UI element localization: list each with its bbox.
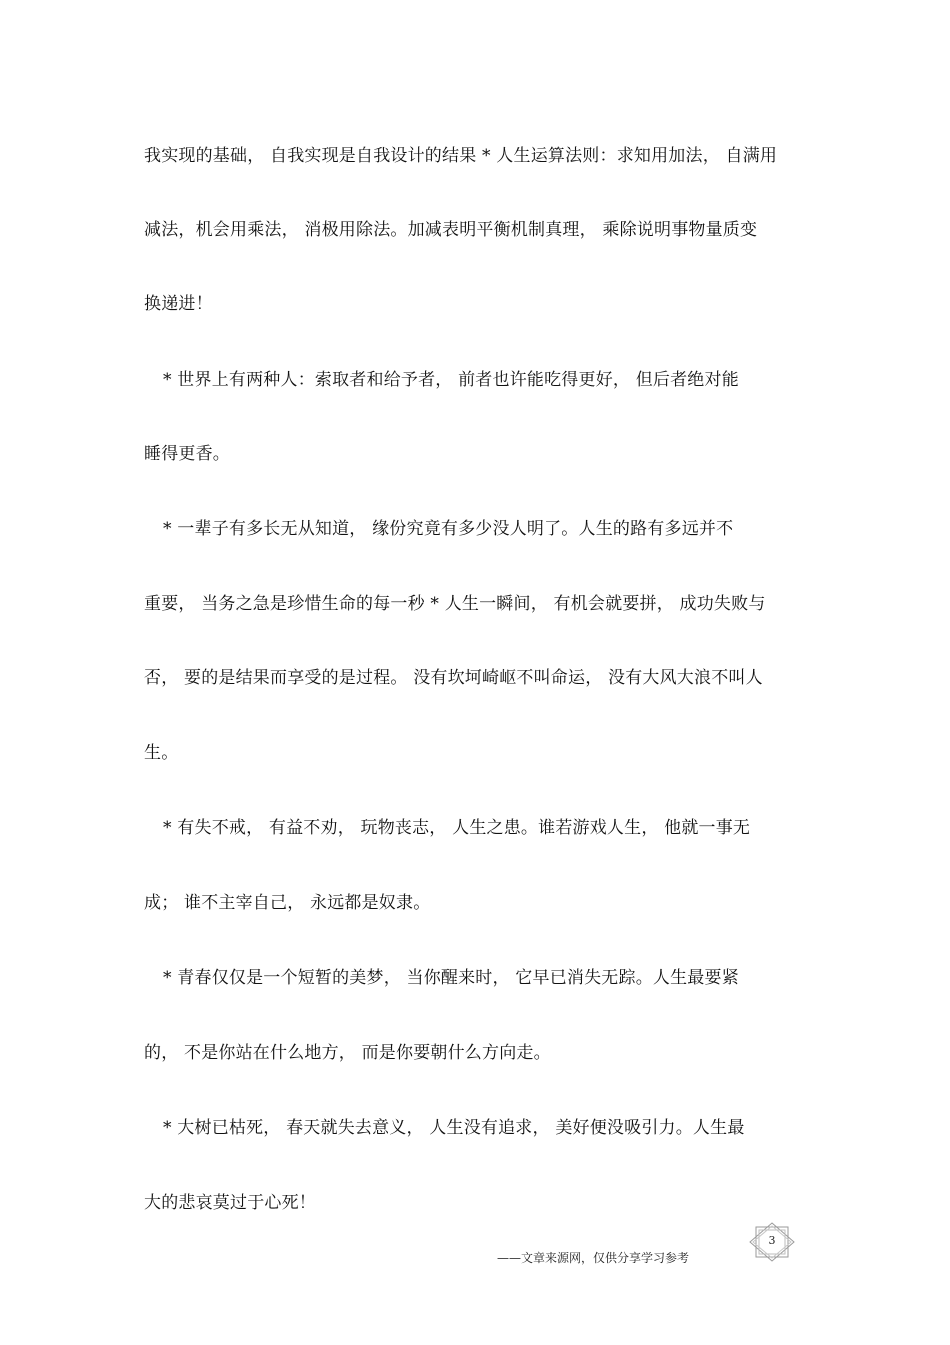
text-line-14: * 大树已枯死， 春天就失去意义， 人生没有追求， 美好便没吸引力。人生最: [163, 1118, 745, 1138]
text-line-11: 成； 谁不主宰自己， 永远都是奴隶。: [144, 893, 431, 913]
text-line-2: 减法，机会用乘法， 消极用除法。加减表明平衡机制真理， 乘除说明事物量质变: [144, 220, 758, 240]
text-line-7: 重要， 当务之急是珍惜生命的每一秒 * 人生一瞬间， 有机会就要拼， 成功失败与: [144, 594, 766, 614]
text-line-5: 睡得更香。: [144, 444, 230, 464]
text-line-9: 生。: [144, 743, 179, 763]
text-line-1: 我实现的基础， 自我实现是自我设计的结果 * 人生运算法则：求知用加法， 自满用: [144, 146, 778, 166]
text-line-4: * 世界上有两种人：索取者和给予者， 前者也许能吃得更好， 但后者绝对能: [163, 370, 739, 390]
page-number: 3: [768, 1234, 776, 1247]
text-line-6: * 一辈子有多长无从知道， 缘份究竟有多少没人明了。人生的路有多远并不: [163, 519, 734, 539]
page-number-badge: [748, 1222, 796, 1262]
text-line-3: 换递进！: [144, 294, 213, 314]
text-line-12: * 青春仅仅是一个短暂的美梦， 当你醒来时， 它早已消失无踪。人生最要紧: [163, 968, 739, 988]
footer-source-note: ——文章来源网，仅供分享学习参考: [497, 1251, 690, 1265]
text-line-10: * 有失不戒， 有益不劝， 玩物丧志， 人生之患。谁若游戏人生， 他就一事无: [163, 818, 751, 838]
text-line-13: 的， 不是你站在什么地方， 而是你要朝什么方向走。: [144, 1043, 551, 1063]
text-line-8: 否， 要的是结果而享受的是过程。 没有坎坷崎岖不叫命运， 没有大风大浪不叫人: [144, 668, 763, 688]
text-line-15: 大的悲哀莫过于心死！: [144, 1193, 316, 1213]
